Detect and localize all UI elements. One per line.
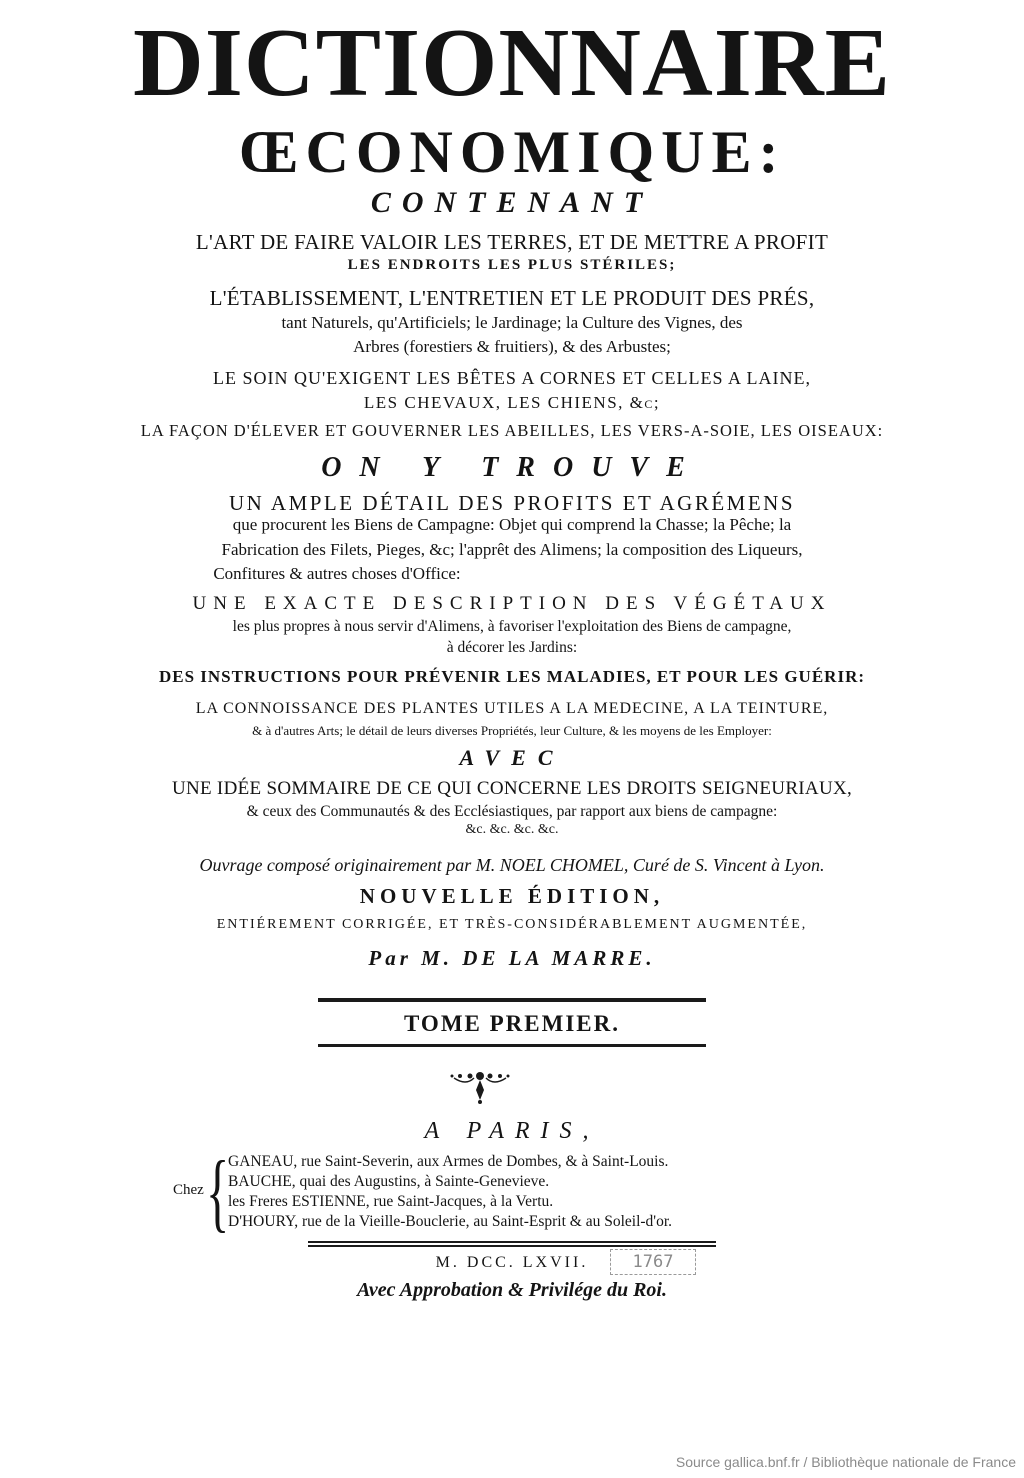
section6-line3: à décorer les Jardins: — [446, 639, 578, 656]
imprint-rule-top — [308, 1241, 716, 1243]
section9-line3: &c. &c. &c. &c. — [465, 822, 559, 837]
volume-title: TOME PREMIER. — [404, 1011, 620, 1036]
chez-label: Chez — [173, 1182, 204, 1198]
printer-line: D'HOURY, rue de la Vieille-Bouclerie, au Saint-Esprit & au Soleil-d'or. — [228, 1213, 673, 1230]
publication-date: M. DCC. LXVII. — [435, 1254, 589, 1271]
section1-line2: LES ENDROITS LES PLUS STÉRILES; — [347, 257, 677, 273]
main-title: DICTIONNAIRE — [132, 9, 891, 117]
ornament-icon — [440, 1066, 520, 1106]
section5-line2: que procurent les Biens de Campagne: Objet qui comprend la Chasse; la Pêche; la — [232, 515, 792, 534]
section9-line2: & ceux des Communautés & des Ecclésiastiques, par rapport aux biens de campagne: — [246, 803, 778, 820]
contenant-heading: CONTENANT — [370, 186, 654, 219]
printer-line: GANEAU, rue Saint-Severin, aux Armes de Dombes, & à Saint-Louis. — [228, 1153, 669, 1170]
section5-line4: Confitures & autres choses d'Office: — [213, 564, 461, 583]
editor-line: Par M. DE LA MARRE. — [368, 946, 656, 970]
bottom-rule — [318, 1044, 706, 1047]
subtitle: ŒCONOMIQUE: — [238, 119, 786, 185]
section7-line1: DES INSTRUCTIONS POUR PRÉVENIR LES MALADIES, ET POUR LES GUÉRIR: — [158, 667, 866, 686]
section2-line3: Arbres (forestiers & fruitiers), & des Arbustes; — [353, 337, 671, 356]
section2-line2: tant Naturels, qu'Artificiels; le Jardinage; la Culture des Vignes, des — [281, 313, 743, 332]
edition-heading: NOUVELLE ÉDITION, — [359, 884, 665, 908]
publisher-city: A PARIS, — [424, 1118, 600, 1144]
section5-line3: Fabrication des Filets, Pieges, &c; l'apprêt des Alimens; la composition des Liqueurs, — [221, 540, 803, 559]
library-shelfmark: 1767 — [610, 1249, 696, 1275]
edition-subtitle: ENTIÉREMENT CORRIGÉE, ET TRÈS-CONSIDÉRABLEMENT AUGMENTÉE, — [216, 917, 808, 932]
avec-heading: AVEC — [459, 745, 565, 770]
section8-line2: & à d'autres Arts; le détail de leurs diverses Propriétés, leur Culture, & les moyens de les Employer: — [252, 723, 772, 738]
section9-line1: UNE IDÉE SOMMAIRE DE CE QUI CONCERNE LES DROITS SEIGNEURIAUX, — [171, 778, 853, 799]
privilege-line: Avec Approbation & Privilége du Roi. — [357, 1279, 667, 1301]
section8-line1: LA CONNOISSANCE DES PLANTES UTILES A LA MEDECINE, A LA TEINTURE, — [195, 700, 829, 717]
section1-line1: L'ART DE FAIRE VALOIR LES TERRES, ET DE METTRE A PROFIT — [195, 230, 829, 254]
section2-line1: L'ÉTABLISSEMENT, L'ENTRETIEN ET LE PRODUIT DES PRÉS, — [209, 286, 815, 310]
printer-line: les Freres ESTIENNE, rue Saint-Jacques, à la Vertu. — [228, 1193, 554, 1210]
source-credit: Source gallica.bnf.fr / Bibliothèque nationale de France — [675, 1454, 1016, 1470]
section3-line1: LE SOIN QU'EXIGENT LES BÊTES A CORNES ET CELLES A LAINE, — [212, 368, 812, 388]
section4-line1: LA FAÇON D'ÉLEVER ET GOUVERNER LES ABEILLES, LES VERS-A-SOIE, LES OISEAUX: — [140, 421, 884, 440]
section3-line2: LES CHEVAUX, LES CHIENS, &c; — [363, 393, 661, 412]
on-y-trouve-heading: ON Y TROUVE — [321, 452, 703, 483]
imprint-rule-bottom — [308, 1245, 716, 1247]
printer-line: BAUCHE, quai des Augustins, à Sainte-Genevieve. — [228, 1173, 550, 1190]
ouvrage-line: Ouvrage composé originairement par M. NOEL CHOMEL, Curé de S. Vincent à Lyon. — [199, 855, 825, 875]
section5-line1: UN AMPLE DÉTAIL DES PROFITS ET AGRÉMENS — [228, 491, 796, 515]
top-rule — [318, 998, 706, 1002]
section6-line2: les plus propres à nous servir d'Alimens, à favoriser l'exploitation des Biens de campagne, — [232, 618, 792, 635]
printers-list — [170, 1144, 870, 1242]
brace-icon: { — [206, 1144, 230, 1241]
section6-line1: UNE EXACTE DESCRIPTION DES VÉGÉTAUX — [192, 593, 832, 614]
